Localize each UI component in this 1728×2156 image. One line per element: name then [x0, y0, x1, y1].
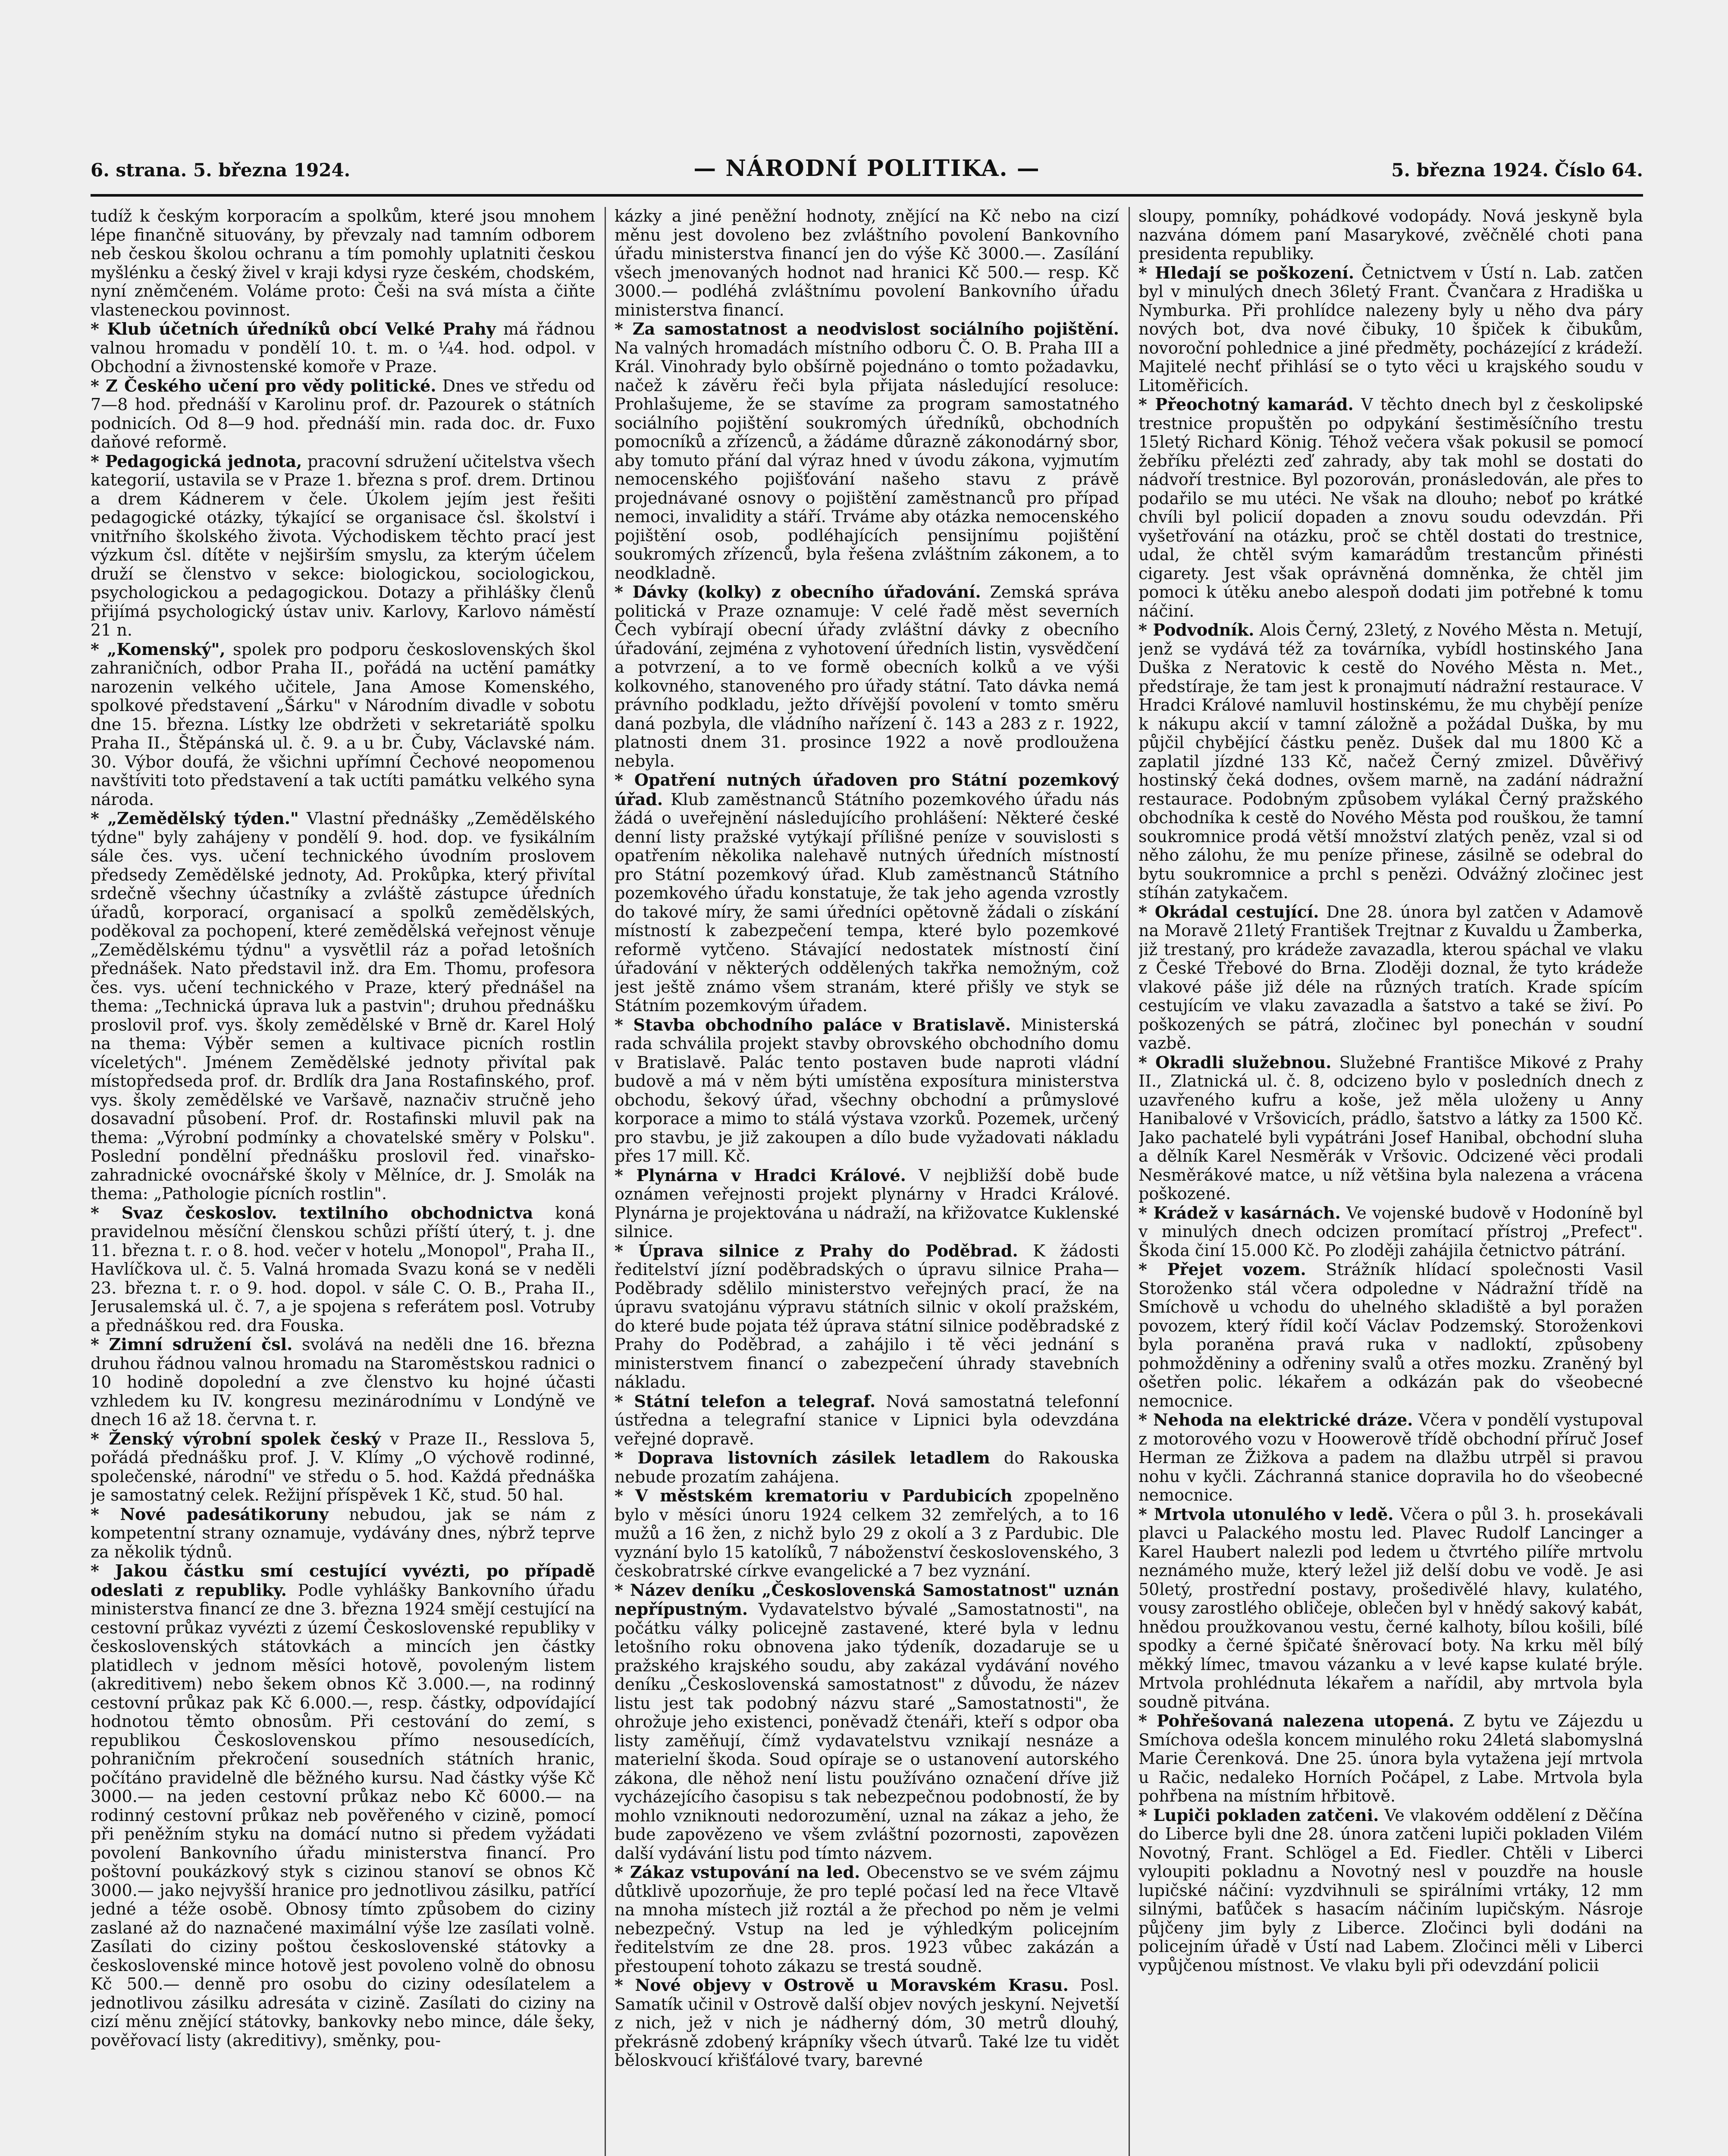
- news-item-text: pracovní sdružení učitelstva všech kategorií, ustavila se v Praze 1. března s prof. drem. Drtinou a drem Kádnerem v čele. Úkolem jejím jest řešiti pedagogické otázky, týkající se organisace čsl. školství i vnitřního školského života. Východiskem těchto prací jest výzkum čsl. dítěte v nejširším smyslu, za kterým účelem druží se členstvo v sekce: biologickou, sociologickou, psychologickou a pedagogickou. Dotazy a přihlášky členů přijímá psychologický ústav univ. Karlovy, Karlovo náměstí 21 n.: [91, 451, 595, 639]
- news-item-text: Vlastní přednášky „Zemědělského týdne" byly zahájeny v pondělí 9. hod. dop. ve fysikálním sále čes. vys. učení technického úvodním proslovem předsedy Zemědělské jednoty, Ad. Prokůpka, který přivítal srdečně všechny účastníky a zvláště zástupce úředních úřadů, korporací, organisací a spolků zemědělských, poděkoval za pochopení, které zemědělská veřejnost věnuje „Zemědělskému týdnu" a vysvětlil ráz a pořad letošních přednášek. Nato představil inž. dra Em. Thomu, profesora čes. vys. učení technického v Praze, který přednášel na thema: „Technická úprava luk a pastvin"; druhou přednášku proslovil prof. vys. školy zemědělské v Brně dr. Karel Holý na thema: Výběr semen a kultivace picních rostlin víceletých". Jménem Zemědělské jednoty přivítal pak místopředseda prof. dr. Brdlík dra Jana Rostafinského, prof. vys. školy zemědělské ve Varšavě, naznačiv stručně jeho dosavadní působení. Prof. dr. Rostafinski mluvil pak na thema: „Výrobní podmínky a chovatelské směry v Polsku". Poslední pondělní přednášku proslovil řed. vinařsko-zahradnické ovocnářské školy v Mělníce, dr. J. Smolák na thema: „Pathologie pícních rostlin".: [91, 809, 595, 1203]
- news-item: [615, 1581, 1119, 1863]
- news-item: [615, 1863, 1119, 1976]
- news-item: [615, 1448, 1119, 1486]
- news-item: [615, 1486, 1119, 1581]
- news-item-text: Ministerská rada schválila projekt stavby obrovského obchodního domu v Bratislavě. Palác tento postaven bude naproti vládní budově a má v něm býti umístěna exposítura ministerstva obchodu, šekový úřad, všechny obchodní a průmyslové korporace a mimo to stálá výstava vzorků. Pozemek, určený pro stavbu, je již zakoupen a dílo bude vyžadovati nákladu přes 17 mill. Kč.: [615, 1015, 1119, 1166]
- news-item-text: Vydavatelstvo bývalé „Samostatnosti", na počátku války policejně zastavené, které byla v lednu letošního roku obnovena jako týdeník, dozadaruje se u pražského krajského soudu, aby zakázal vydávání nového deníku „Československá samostatnost" z důvodu, že název listu jest tak podobný názvu staré „Samostatnosti", že ohrožuje jeho existenci, poněvadž čtenáři, kteří s odpor oba listy zaměňují, čímž vydavatelstvu vznikají nesnáze a materielní škoda. Soud opíraje se o ustanovení autorského zákona, dle něhož není listu používáno označení dříve již vycházejícího časopisu s tak nebezpečnou podobností, že by mohlo vzniknouti nedorozumění, uznal na zákaz a jeho, že bude zapovězeno ve všem zvláštní pozornosti, zapovězen další vydávání listu pod tímto názvem.: [615, 1600, 1119, 1863]
- news-item-text: tudíž k českým korporacím a spolkům, které jsou mnohem lépe finančně situovány, by převzaly nad tamním odborem neb českou školou ochranu a tím pomohly uplatniti českou myšlénku a český živel v kraji kdysi ryze českém, chodském, nyní zněmčeném. Voláme proto: Češi na svá místa a čiňte vlasteneckou povinnost.: [91, 207, 595, 320]
- news-item-heading: * Jakou částku smí cestující vyvézti, po případě odeslati z republiky.: [91, 1561, 595, 1600]
- news-item: [1138, 207, 1643, 263]
- news-item-heading: * Opatření nutných úřadoven pro Státní pozemkový úřad.: [615, 770, 1119, 809]
- news-item-text: V nejbližší době bude oznámen veřejnosti projekt plynárny v Hradci Králové. Plynárna je projektována u nádraží, na křižovatce Kuklenské silnice.: [615, 1166, 1119, 1241]
- news-item-text: Dnes ve středu od 7—8 hod. přednáší v Karolinu prof. dr. Pazourek o státních podnicích. Od 8—9 hod. přednáší min. rada doc. dr. Fuxo daňové reformě.: [91, 376, 595, 451]
- news-item-text: sloupy, pomníky, pohádkové vodopády. Nová jeskyně byla nazvána dómem paní Masarykové, zvěčnělé choti pana presidenta republiky.: [1138, 207, 1643, 263]
- news-item: [615, 1392, 1119, 1449]
- column-divider: [1129, 207, 1130, 2156]
- news-item: [1138, 1505, 1643, 1712]
- news-item: [615, 1241, 1119, 1392]
- news-item: [91, 452, 595, 640]
- news-item-text: má řádnou valnou hromadu v pondělí 10. t. m. o ¼4. hod. odpol. v Obchodní a živnostenské komoře v Praze.: [91, 320, 595, 376]
- news-item-heading: * Klub účetních úředníků obcí Velké Prahy: [91, 319, 496, 338]
- news-item-text: Včera v pondělí vystupoval z motorového vozu v Hoowerově třídě obchodní příruč Josef Herman ze Žižkova a padem na dlažbu utrpěl si pravou nohu v kyčli. Záchranná stanice dopravila ho do všeobecné nemocnice.: [1138, 1410, 1643, 1504]
- news-item-text: Posl. Samatík učinil v Ostrově další objev nových jeskyní. Nejvetší z nich, jež v nich je nádherný dóm, 30 metrů dlouhý, překrásně zdobený krápníky všech útvarů. Také lze tu vidět běloskvoucí křišťálové tvary, barevné: [615, 1976, 1119, 2070]
- news-item-heading: * Nové padesátikoruny: [91, 1504, 329, 1524]
- news-item: [1138, 1711, 1643, 1806]
- news-item-heading: * Krádež v kasárnách.: [1138, 1203, 1341, 1222]
- news-item-text: Ve vlakovém oddělení z Děčína do Liberce byli dne 28. února zatčeni lupiči pokladen Vilém Novotný, Frant. Schlögel a Ed. Fiedler. Chtěli v Liberci vyloupiti pokladnu a Novotný nesl v pouzdře na housle lupičské náčiní: vyzdvihnuli se spirálními vrtáky, 12 mm silnými, baťůček s hasacím náčiním lupičským. Násroje půjčeny jim byly z Liberce. Zločinci byli dodáni na policejním úřadě v Ústí nad Labem. Zločinci měli v Liberci vypůjčenou místnost. Ve vlaku byli při odevzdání policii: [1138, 1805, 1643, 1975]
- news-item-heading: * Okradli služebnou.: [1138, 1052, 1332, 1072]
- news-item-heading: * Pedagogická jednota,: [91, 451, 302, 471]
- news-item-heading: * „Zemědělský týden.": [91, 808, 299, 828]
- news-item-heading: * Plynárna v Hradci Králové.: [615, 1165, 906, 1185]
- header-rule: [91, 194, 1643, 197]
- news-item-text: v Praze II., Resslova 5, pořádá přednášku prof. J. V. Klímy „O výchově rodinné, společenské, národní" ve středu o 5. hod. Každá přednáška je samostatný celek. Režijní příspěvek 1 Kč, stud. 50 hal.: [91, 1429, 595, 1504]
- news-item-text: koná pravidelnou měsíční členskou schůzi příští úterý, t. j. dne 11. března t. r. o 8. hod. večer v hotelu „Monopol", Praha II., Havlíčkova ul. č. 5. Valná hromada Svazu koná se v neděli 23. března t. r. o 9. hod. dopol. v sále C. O. B., Praha II., Jerusalemská ul. č. 7, a je spojena s referátem posl. Votruby a přednáškou red. dra Fouska.: [91, 1203, 595, 1335]
- article-column-2: [615, 207, 1119, 2156]
- news-item: [91, 809, 595, 1203]
- news-item: [91, 1335, 595, 1429]
- news-item-heading: * Nové objevy v Ostrově u Moravském Krasu.: [615, 1975, 1069, 1995]
- news-item-text: spolek pro podporu československých škol zahraničních, odbor Praha II., pořádá na uctění památky narozenin velkého učitele, Jana Amose Komenského, spolkové představení „Šárku" v Národním divadle v sobotu dne 15. března. Lístky lze obdržeti v sekretariátě spolku Praha II., Štěpánská ul. č. 9. a u br. Čuby, Václavské nám. 30. Výbor doufá, že všichni upřímní Čechové neopomenou navštíviti toto představení a tak uctíti památku velkého syna národa.: [91, 639, 595, 809]
- masthead-title: — NÁRODNÍ POLITIKA. —: [693, 155, 1040, 182]
- news-item-text: Alois Černý, 23letý, z Nového Města n. Metují, jenž se vydává též za továrníka, vybídl hostinského Jana Duška z Neratovic k cestě do Nového Města n. Met., předstíraje, že tam jest k pronajmutí nádražní restaurace. V Hradci Králové namluvil hostinskému, že mu chybějí peníze k nákupu akcií v tamní záložně a požádal Duška, by mu půjčil chybějící částku peněz. Dušek dal mu 1800 Kč a zaplatil jízdné 133 Kč, načež Černý zmizel. Důvěřivý hostinský čeká dodnes, ovšem marně, na zadání nádražní restaurace. Podobným způsobem vylákal Černý pražského obchodníka k cestě do Nového Města pod rouškou, že tamní soukromnice prodá větší množství zlatých peněz, vzal si od něho zálohu, že mu peníze přinese, zásilně se odebral do bytu soukromnice a prchl s penězi. Odvážný zločinec jest stíhán zatykačem.: [1138, 620, 1643, 902]
- news-item-heading: * Hledají se poškození.: [1138, 263, 1355, 282]
- news-item-heading: * Z Českého učení pro vědy politické.: [91, 376, 436, 395]
- news-item-text: nebudou, jak se nám z kompetentní strany oznamuje, vydávány dnes, nýbrž teprve za několik týdnů.: [91, 1504, 595, 1561]
- newspaper-page: [65, 129, 1643, 2156]
- column-divider: [605, 207, 606, 2156]
- news-item-heading: * Nehoda na elektrické dráze.: [1138, 1410, 1413, 1429]
- news-item-heading: * Zimní sdružení čsl.: [91, 1335, 293, 1354]
- news-item: [1138, 620, 1643, 903]
- article-column-1: [91, 207, 595, 2156]
- news-item-text: K žádosti ředitelství jízní poděbradských o úpravu silnice Praha—Poděbrady sdělilo ministerstvo veřejných prací, že na úpravu svatojánu výpravu státních silnic v okolí pražském, do které bude pojata též úprava státní silnice poděbradské z Prahy do Poděbrad, a zahájilo i tě věci jednání s ministerstvem financí o zabezpečení úhrady stavebních nákladu.: [615, 1241, 1119, 1391]
- news-item-heading: * Přeochotný kamarád.: [1138, 395, 1354, 414]
- news-item: [615, 771, 1119, 1015]
- news-item-heading: * Lupiči pokladen zatčeni.: [1138, 1805, 1379, 1825]
- news-item-heading: * Doprava listovních zásilek letadlem: [615, 1448, 990, 1467]
- news-item-text: Na valných hromadách místního odboru Č. O. B. Praha III a Král. Vinohrady bylo obšírně pojednáno o tomto požadavku, načež k závěru řeči byla přijata následující resoluce: Prohlašujeme, že se stavíme za program samostatného sociálního pojištění soukromých úředníků, obchodních pomocníků a zřízenců, a žádáme důrazně zákonodárný sbor, aby tomuto přání dal výraz hned v úvodu zákona, vyjmutím nemocenského pojišťování našeho stavu z právě projednávané osnovy o pojištění zaměstnanců pro případ nemoci, invalidity a stáří. Trváme aby otázka nemocenského pojištění osob, podléhajících pensijnímu pojištění soukromých zřízenců, byla řešena zvláštním zákonem, a to neodkladně.: [615, 338, 1119, 583]
- news-item-heading: * Úprava silnice z Prahy do Poděbrad.: [615, 1241, 1018, 1260]
- page-number-date: 6. strana. 5. března 1924.: [91, 160, 351, 181]
- news-item-text: svolává na neděli dne 16. března druhou řádnou valnou hromadu na Staroměstskou radnici o 10 hodině dopolední a zve členstvo ku hojné účasti vzhledem ku IV. kongresu mezinárodnímu v Londýně ve dnech 16 až 18. června t. r.: [91, 1335, 595, 1429]
- news-item-text: Služebné Františce Mikové z Prahy II., Zlatnická ul. č. 8, odcizeno bylo v posledních dnech z uzavřeného kufru a koše, jež měla uloženy u Anny Hanibalové v Vršovicích, prádlo, šatstvo a látky za 1500 Kč. Jako pachatelé byli vypátráni Josef Hanibal, obchodní sluha a dělník Karel Nesměrák v Vršovic. Odcizené věci prodali Nesměrákové matce, u níž většina byla nalezena a vrácena poškozené.: [1138, 1053, 1643, 1203]
- news-item: [615, 1166, 1119, 1241]
- news-item: [91, 1561, 595, 2050]
- news-item-text: Podle vyhlášky Bankovního úřadu ministerstva financí ze dne 3. března 1924 smějí cestující na cestovní průkaz vyvézti z území Československé republiky v československých státovkách a mincích jen částky platidlech v jednom měsíci hotově, povoleným listem (akreditivem) nebo šekem obnos Kč 3.000.—, na rodinný cestovní průkaz pak Kč 6.000.—, resp. částky, odpovídající hodnotou těmto obnosům. Při cestování do zemí, s republikou Československou přímo nesousedících, pohraničním překročení sousedních státních hranic, počítáno pravidelně dle běžného kursu. Nad částky výše Kč 3000.— na jeden cestovní průkaz nebo Kč 6000.— na rodinný cestovní průkaz neb pověřeného v cizině, pomocí při peněžním styku na domácí nutno si předem vyžádati povolení Bankovního úřadu ministerstva financí. Pro poštovní poukázkový styk s cizinou stanoví se obnos Kč 3000.— jako nejvyšší hranice pro jednotlivou zásilku, patřící jedné a téže osobě. Obnosy tímto způsobem do ciziny zaslané až do naznačené maximální výše lze zasílati volně. Zasílati do ciziny poštou československé státovky a československé mince hotově jest povoleno volně do obnosu Kč 500.— denně pro osobu do ciziny odesílatelem a jednotlivou zásilku adresáta v cizině. Zasílati do ciziny na cizí měnu znějící státovky, bankovky nebo mince, dále šeky, pověřovací listy (akreditivy), směnky, pou-: [91, 1580, 595, 2050]
- news-item: [615, 207, 1119, 320]
- news-item-heading: * Dávky (kolky) z obecního úřadování.: [615, 582, 981, 602]
- news-item: [91, 207, 595, 320]
- article-column-3: [1138, 207, 1643, 2156]
- news-item: [1138, 903, 1643, 1053]
- news-item-text: V těchto dnech byl z českolipské trestnice propuštěn po odpykání šestiměsíčního trestu 15letý Richard König. Téhož večera však pokusil se pomocí žebříku přelézti zeď zahrady, aby tak mohl se dostati do nádvoří trestnice. Byl pozorován, pronásledován, ale přes to podařilo se mu utéci. Ne však na dlouho; neboť po krátké chvíli byl policií dopaden a znovu soudu odevzdán. Při vyšetřování na otázku, proč se chtěl dostati do trestnice, udal, že chtěl svým kamarádům trestancům přinésti cigarety. Jest však oprávněná domněnka, že chtěl jim pomoci k útěku anebo alespoň dodati jim potřebné k tomu náčiní.: [1138, 395, 1643, 620]
- news-item-heading: * Státní telefon a telegraf.: [615, 1391, 876, 1411]
- news-item-heading: * Stavba obchodního paláce v Bratislavě.: [615, 1015, 1011, 1034]
- news-item-text: zpopelněno bylo v měsíci únoru 1924 celkem 32 zemřelých, a to 16 mužů a 16 žen, z nichž bylo 29 z okolí a 3 z Pardubic. Dle vyznání bylo 15 katolíků, 7 náboženství československého, 3 českobratrské církve evangelické a 7 bez vyznání.: [615, 1486, 1119, 1580]
- news-item-heading: * V městském krematoriu v Pardubicích: [615, 1486, 1013, 1505]
- news-item: [1138, 1410, 1643, 1505]
- news-item-text: do Rakouska nebude prozatím zahájena.: [615, 1448, 1119, 1486]
- page-header: [91, 155, 1643, 190]
- news-item-heading: * Pohřešovaná nalezena utopená.: [1138, 1711, 1455, 1730]
- news-item: [91, 640, 595, 809]
- news-item-text: kázky a jiné peněžní hodnoty, znějící na Kč nebo na cizí měnu jest dovoleno bez zvláštního povolení Bankovního úřadu ministerstva financí jen do výše Kč 3000.—. Zasílání všech jmenovaných hodnot nad hranici Kč 500.— resp. Kč 3000.— podléhá zvláštnímu povolení Bankovního úřadu ministerstva financí.: [615, 207, 1119, 320]
- news-item-heading: * Mrtvola utonulého v ledě.: [1138, 1504, 1394, 1524]
- news-item: [91, 1429, 595, 1505]
- news-item-text: Včera o půl 3. h. prosekávali plavci u Palackého mostu led. Plavec Rudolf Lancinger a Karel Haubert nalezli pod ledem u čtvrtého pilíře mrtvolu neznámého muže, který ležel již delší dobu ve vodě. Je asi 50letý, prostřední postavy, prošedivělé hlavy, kulatého, vousy zarostlého obličeje, oblečen byl v hnědý sakový kabát, hnědou proužkovanou vestu, černé kalhoty, bílou košili, bílé spodky a černé špičaté šněrovací boty. Na krku měl bílý měkký límec, tmavou vázanku a v levé kapse kulaté brýle. Mrtvola prohlédnuta lékařem a nařídil, aby mrtvola byla soudně pitvána.: [1138, 1504, 1643, 1711]
- news-item: [91, 1203, 595, 1335]
- news-item: [91, 376, 595, 452]
- news-item: [91, 1505, 595, 1562]
- news-item: [1138, 1260, 1643, 1410]
- news-item-text: Obecenstvo se ve svém zájmu důtklivě upozorňuje, že pro teplé počasí led na řece Vltavě na mnoha místech již roztál a že přechod po něm je velmi nebezpečný. Vstup na led je výhledkým policejním ředitelstvím ze dne 28. pros. 1923 vůbec zakázán a přestoupení tohoto zákazu se trestá soudně.: [615, 1863, 1119, 1976]
- news-item-text: Zemská správa politická v Praze oznamuje: V celé řadě měst severních Čech vybírají obecní úřady zvláštní dávky z obecního úřadování, zejména z vyhotovení úředních listin, vysvědčení a potvrzení, a to ve formě obecních kolků a ve výši kolkovného, stanoveného pro úřady státní. Tato dávka nemá právního podkladu, ježto dřívější povolení v tomto směru daná pozbyla, dle vládního nařízení č. 143 a 283 z r. 1922, platnosti dnem 31. prosince 1922 a nově prodloužena nebyla.: [615, 583, 1119, 771]
- news-item: [615, 1976, 1119, 2070]
- news-item-heading: * Přejet vozem.: [1138, 1260, 1306, 1279]
- news-item-heading: * Okrádal cestující.: [1138, 902, 1319, 921]
- news-item-heading: * Ženský výrobní spolek český: [91, 1429, 381, 1448]
- news-item: [615, 583, 1119, 771]
- news-item: [1138, 395, 1643, 620]
- news-item-text: Nová samostatná telefonní ústředna a telegrafní stanice v Lipnici byla odevzdána veřejné dopravě.: [615, 1391, 1119, 1448]
- news-item-text: Ve vojenské budově v Hodoníně byl v minulých dnech odcizen promítací přístroj „Prefect". Škoda činí 15.000 Kč. Po zloději zahájila četnictvo pátrání.: [1138, 1203, 1643, 1260]
- issue-date-number: 5. března 1924. Číslo 64.: [1391, 160, 1643, 181]
- news-item-text: Četnictvem v Ústí n. Lab. zatčen byl v minulých dnech 36letý Frant. Čvančara z Hradiška u Nymburka. Při prohlídce nalezeny byly u něho dva páry nových bot, dva nové čibuky, 10 špiček k čibukům, novoroční pohlednice a jiné předměty, pocházející z krádeží. Majitelé nechť přihlásí se o tyto věci u krajského soudu v Litoměřicích.: [1138, 263, 1643, 395]
- news-item: [1138, 1053, 1643, 1203]
- news-item: [615, 320, 1119, 583]
- news-item: [91, 320, 595, 376]
- news-item-heading: * Podvodník.: [1138, 620, 1254, 639]
- news-item-heading: * Název deníku „Československá Samostatnost" uznán nepřípustným.: [615, 1580, 1119, 1619]
- news-item-heading: * Svaz českoslov. textilního obchodnictva: [91, 1203, 533, 1222]
- news-item-heading: * Zákaz vstupování na led.: [615, 1862, 860, 1882]
- news-item: [1138, 1806, 1643, 1975]
- news-item-text: Klub zaměstnanců Státního pozemkového úřadu nás žádá o uveřejnění následujícího prohlášení: Některé české denní listy pražské vytýkají přílišné peníze v souvislosti s opatřením několika nalehavě nutných úředních místností pro Státní pozemkový úřad. Klub zaměstnanců Státního pozemkového úřadu konstatuje, že tak jeho agenda vzrostly do takové míry, že sami úředníci opětovně žádali o získání místností k zabezpečení tempa, které bylo pozemkové reformě vytčeno. Stávající nedostatek místností činí úřadování v některých oddělených takřka nemožným, což jest ještě známo všem stranám, které přišly ve styk se Státním pozemkovým úřadem.: [615, 790, 1119, 1015]
- news-item-text: Strážník hlídací společnosti Vasil Storoženko stál včera odpoledne v Nádražní třídě na Smíchově u vchodu do uhelného skladiště a byl poražen povozem, který řídil kočí Václav Podzemský. Storoženkovi byla poraněna pravá ruka v nadloktí, způsobeny pohmožděniny a odřeniny svalů a otřes mozku. Zraněný byl ošetřen polic. lékařem a odkázán pak do všeobecné nemocnice.: [1138, 1260, 1643, 1410]
- news-item: [1138, 263, 1643, 395]
- news-item: [1138, 1203, 1643, 1260]
- news-item: [615, 1015, 1119, 1166]
- news-item-text: Z bytu ve Zájezdu u Smíchova odešla koncem minulého roku 24letá slabomyslná Marie Čerenková. Dne 25. února byla vytažena její mrtvola u Račic, nedaleko Horních Počápel, z Labe. Mrtvola byla pohřbena na místním hřbitově.: [1138, 1711, 1643, 1805]
- news-item-heading: * Za samostatnost a neodvislost sociálního pojištění.: [615, 319, 1119, 338]
- news-item-text: Dne 28. února byl zatčen v Adamově na Moravě 21letý František Trejtnar z Kuvaldu u Žamberka, již trestaný, pro krádeže zavazadla, kterou spáchal ve vlaku z České Třebové do Brna. Zloději doznal, že tyto krádeže vlakové páše již déle na různých tratích. Krade spícím cestujícím ve vlaku zavazadla a šatstvo a také se živí. Po poškozených se pátrá, zločinec byl ponechán v soudní vazbě.: [1138, 902, 1643, 1053]
- news-item-heading: * „Komenský",: [91, 639, 226, 659]
